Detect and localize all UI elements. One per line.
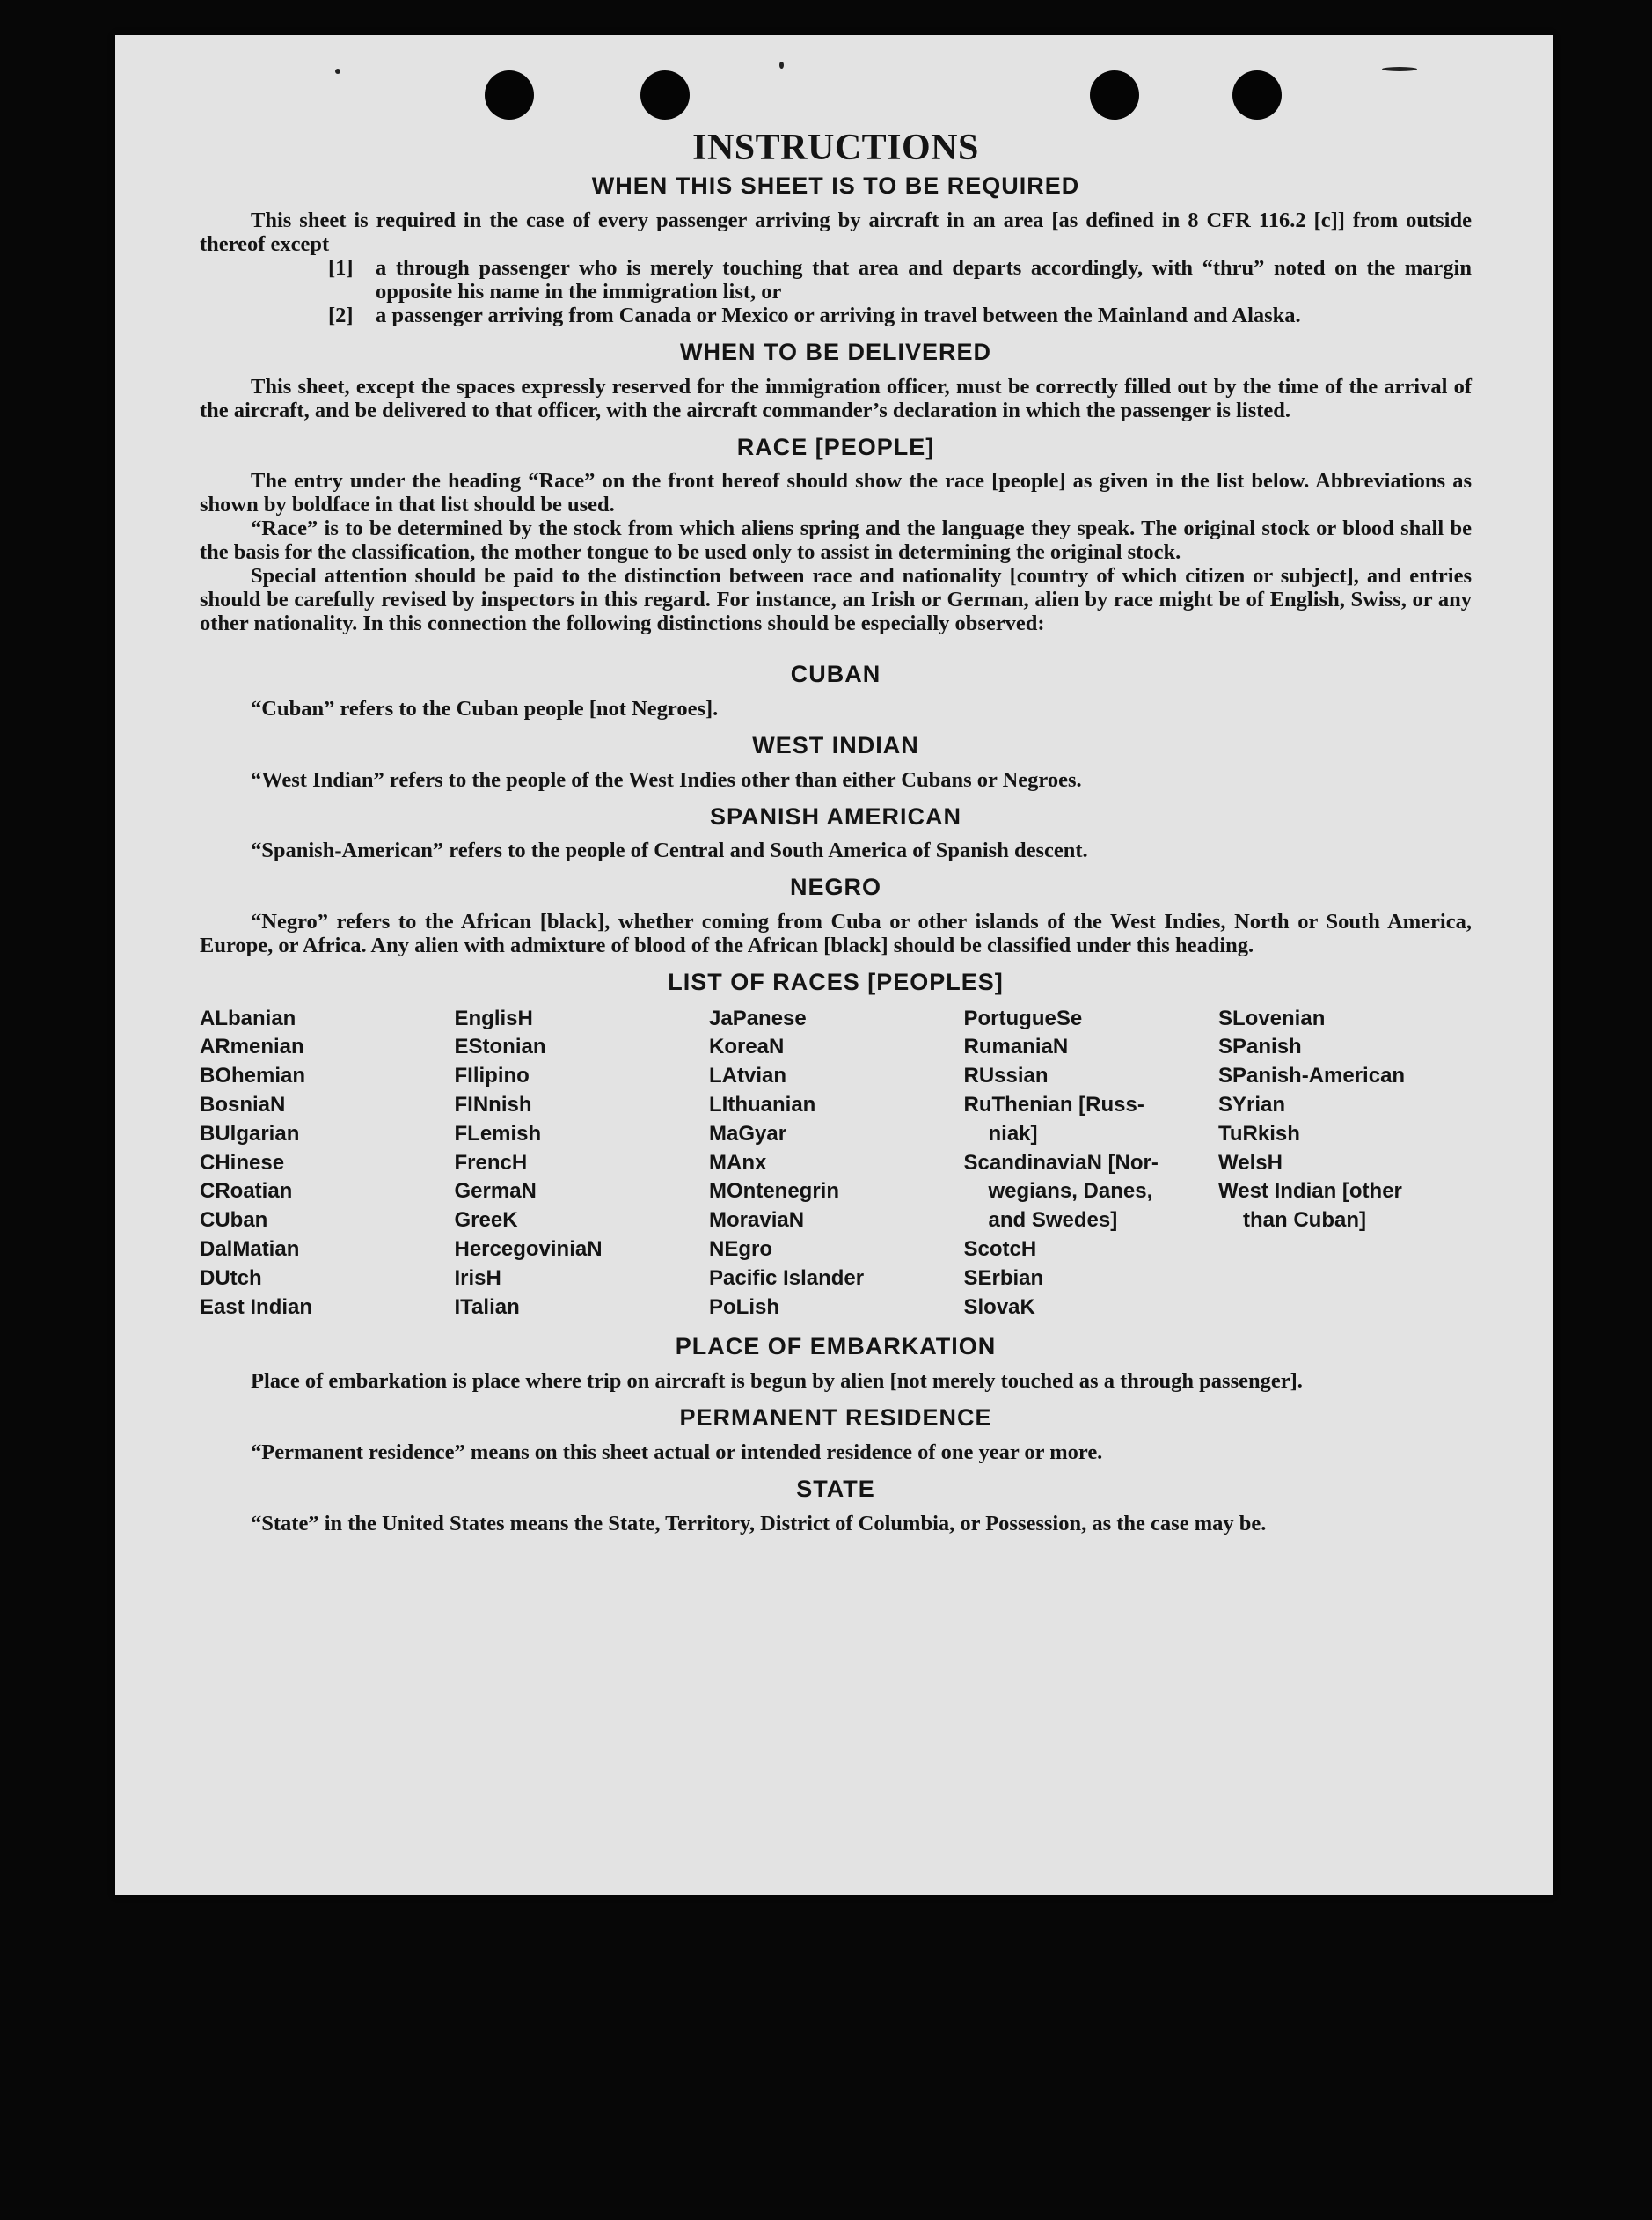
required-intro: This sheet is required in the case of every passenger arriving by aircraft in an area [as defined in 8 CFR 116.2 [c]] from outside thereof except <box>200 208 1472 256</box>
race-entry: than Cuban] <box>1243 1208 1366 1233</box>
cuban-text: “Cuban” refers to the Cuban people [not Negroes]. <box>251 696 719 721</box>
race-entry: MoraviaN <box>709 1208 805 1233</box>
heading-spanish-american: SPANISH AMERICAN <box>709 802 961 830</box>
race-entry: DalMatian <box>200 1237 300 1262</box>
race-entry: IrisH <box>454 1265 501 1290</box>
race-entry: GermaN <box>454 1179 537 1204</box>
race-entry: DUtch <box>200 1265 262 1290</box>
exception-list <box>200 256 1472 327</box>
race-entry: FIlipino <box>454 1064 530 1088</box>
race-entry: JaPanese <box>709 1006 807 1030</box>
delivered-text: This sheet, except the spaces expressly reserved for the immigration officer, must be correctly filled out by the time of the arrival of the aircraft, and be delivered to that officer, with the aircraft commander’s declaration in which the passenger is listed. <box>200 374 1472 422</box>
item-number: [2] <box>328 303 354 327</box>
page-title: INSTRUCTIONS <box>692 128 979 168</box>
heading-when-required: WHEN THIS SHEET IS TO BE REQUIRED <box>591 172 1080 200</box>
race-entry: SLovenian <box>1218 1006 1326 1030</box>
race-entry: SlovaK <box>963 1294 1035 1319</box>
races-column <box>1218 1005 1472 1322</box>
races-column <box>200 1005 453 1322</box>
heading-cuban: CUBAN <box>790 661 881 688</box>
race-entry: NEgro <box>709 1237 772 1262</box>
race-entry: EnglisH <box>454 1006 533 1030</box>
race-entry: RUssian <box>963 1064 1049 1088</box>
paper-speck <box>335 69 340 74</box>
race-entry: Pacific Islander <box>709 1265 865 1290</box>
races-column <box>709 1005 962 1322</box>
race-entry: LIthuanian <box>709 1093 816 1117</box>
race-entry: MOntenegrin <box>709 1179 839 1204</box>
race-entry: West Indian [other <box>1218 1179 1402 1204</box>
embarkation-text: Place of embarkation is place where trip on aircraft is begun by alien [not merely touched as a through passenger]. <box>251 1369 1303 1394</box>
race-entry: niak] <box>988 1121 1038 1146</box>
races-column <box>964 1005 1217 1322</box>
paper-speck <box>1382 67 1417 71</box>
heading-west-indian: WEST INDIAN <box>752 731 919 758</box>
heading-state: STATE <box>796 1475 875 1502</box>
race-entry: HercegoviniaN <box>454 1237 603 1262</box>
item-number: [1] <box>328 255 354 280</box>
race-entry: ITalian <box>454 1294 520 1319</box>
race-entry: ScandinaviaN [Nor- <box>963 1150 1159 1175</box>
negro-text: “Negro” refers to the African [black], whether coming from Cuba or other islands of the West Indies, North or South America, Europe, or Africa. Any alien with admixture of blood of the African [black] should be classified under this heading. <box>200 910 1472 957</box>
heading-when-delivered: WHEN TO BE DELIVERED <box>679 338 992 365</box>
heading-list-of-races: LIST OF RACES [PEOPLES] <box>668 969 1004 995</box>
races-table <box>200 1005 1472 1322</box>
exception-item <box>200 304 1472 327</box>
race-entry: MAnx <box>709 1150 767 1175</box>
exception-item <box>200 256 1472 304</box>
race-entry: and Swedes] <box>988 1208 1118 1233</box>
race-entry: CRoatian <box>200 1179 293 1204</box>
race-entry: GreeK <box>454 1208 518 1233</box>
race-entry: FINnish <box>454 1093 532 1117</box>
race-entry: BUlgarian <box>200 1121 300 1146</box>
race-entry: WelsH <box>1218 1150 1283 1175</box>
race-entry: RuThenian [Russ- <box>963 1093 1144 1117</box>
heading-permanent-residence: PERMANENT RESIDENCE <box>679 1404 992 1432</box>
race-entry: KoreaN <box>709 1035 785 1059</box>
punch-hole <box>1232 70 1282 120</box>
paper-speck <box>779 62 784 69</box>
heading-negro: NEGRO <box>789 874 881 901</box>
races-column <box>455 1005 708 1322</box>
item-text: a passenger arriving from Canada or Mexico or arriving in travel between the Mainland and Alaska. <box>376 303 1301 327</box>
punch-hole <box>485 70 534 120</box>
west-indian-text: “West Indian” refers to the people of the West Indies other than either Cubans or Negroes. <box>251 767 1082 792</box>
state-text: “State” in the United States means the State, Territory, District of Columbia, or Possession, as the case may be. <box>251 1511 1267 1535</box>
race-entry: CUban <box>200 1208 268 1233</box>
race-entry: FrencH <box>454 1150 528 1175</box>
punch-hole <box>1090 70 1139 120</box>
race-entry: BOhemian <box>200 1064 306 1088</box>
spanish-american-text: “Spanish-American” refers to the people of Central and South America of Spanish descent. <box>251 839 1088 863</box>
race-entry: SPanish-American <box>1218 1064 1406 1088</box>
document-page <box>115 35 1553 1895</box>
residence-text: “Permanent residence” means on this sheet actual or intended residence of one year or more. <box>251 1440 1103 1464</box>
race-entry: LAtvian <box>709 1064 787 1088</box>
heading-race: RACE [PEOPLE] <box>736 433 935 460</box>
race-paragraph: “Race” is to be determined by the stock from which aliens spring and the language they speak. The original stock or blood shall be the basis for the classification, the mother tongue to be used only to assist in determining the original stock. <box>200 517 1472 565</box>
race-paragraph: Special attention should be paid to the distinction between race and nationality [country of which citizen or subject], and entries should be carefully revised by inspectors in this regard. For instance, an Irish or German, alien by race might be of English, Swiss, or any other nationality. In this connection the following distinctions should be especially observed: <box>200 564 1472 636</box>
race-entry: RumaniaN <box>963 1035 1069 1059</box>
race-entry: ScotcH <box>963 1237 1037 1262</box>
race-entry: SPanish <box>1218 1035 1302 1059</box>
race-entry: ARmenian <box>200 1035 304 1059</box>
race-entry: FLemish <box>454 1121 542 1146</box>
heading-place-of-embarkation: PLACE OF EMBARKATION <box>675 1333 997 1360</box>
race-paragraph: The entry under the heading “Race” on the front hereof should show the race [people] as given in the list below. Abbreviations as shown by boldface in that list should be used. <box>200 469 1472 517</box>
race-entry: ALbanian <box>200 1006 296 1030</box>
race-entry: PoLish <box>709 1294 780 1319</box>
punch-hole <box>640 70 690 120</box>
race-entry: SYrian <box>1218 1093 1286 1117</box>
race-entry: PortugueSe <box>963 1006 1083 1030</box>
race-entry: EStonian <box>454 1035 546 1059</box>
race-entry: MaGyar <box>709 1121 787 1146</box>
item-text: a through passenger who is merely touching that area and departs accordingly, with “thru” noted on the margin opposite his name in the immigration list, or <box>376 255 1472 304</box>
race-entry: wegians, Danes, <box>988 1179 1153 1204</box>
race-entry: East Indian <box>200 1294 313 1319</box>
race-entry: CHinese <box>200 1150 285 1175</box>
race-entry: BosniaN <box>200 1093 286 1117</box>
race-entry: TuRkish <box>1218 1121 1300 1146</box>
race-entry: SErbian <box>963 1265 1044 1290</box>
